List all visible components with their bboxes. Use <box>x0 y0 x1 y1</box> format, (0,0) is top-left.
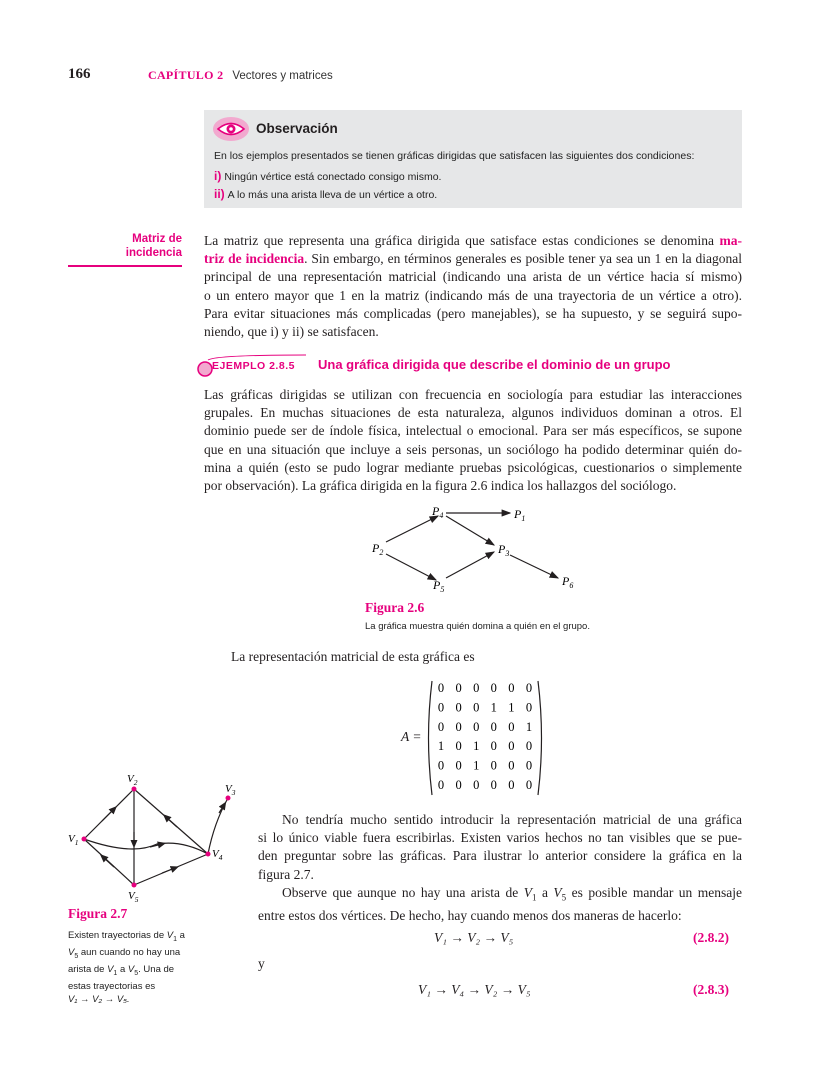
figure-2-6-title: Figura 2.6 <box>365 600 425 615</box>
matrix-cell: 0 <box>455 758 462 773</box>
conjunction: y <box>258 956 265 971</box>
node-v3: $V_3$ <box>225 783 236 797</box>
matrix-cell: 0 <box>437 681 445 695</box>
matrix-cell: 0 <box>490 681 497 695</box>
matrix-cell: 0 <box>508 681 515 695</box>
node-p3: $P_3$ <box>498 542 510 558</box>
node-v1: $V_1$ <box>68 833 79 847</box>
matrix-cell: 0 <box>490 758 497 773</box>
observation-title: Observación <box>256 121 338 136</box>
matrix-cell: 0 <box>508 778 515 792</box>
matrix-cell: 1 <box>473 758 480 773</box>
observation-item-1: i) Ningún vértice está conectado consigo mismo. <box>214 169 442 183</box>
matrix-cell: 0 <box>508 739 515 754</box>
paragraph-paths: No tendría mucho sentido introducir la representación matricial de una gráfica si lo único viable fuera escribirlas. Existen varios hechos no tan visibles que se pue- den preguntar sobre las gráficas. Para ilustrar lo anterior considere la gráfica en la figura 2.7. Observe que aunque no hay una arista de $V_1$ a $V_5$ es posible mandar un mensaje entre estos dos vértices. De hecho, hay cuando menos dos maneras de hacerlo: <box>258 812 742 923</box>
matrix-cell: 1 <box>437 739 445 754</box>
matrix-cell: 0 <box>473 719 480 734</box>
matrix-cell: 0 <box>525 758 533 773</box>
matrix-cell: 0 <box>437 778 445 792</box>
paragraph-incidence: La matriz que representa una gráfica dirigida que satisface estas condiciones se denomina ma- triz de incidencia. Sin embargo, en términos generales es posible tener ya sea un 1 en la diagonal principal de una representación matricial (indicando una arista de un vértice hacia sí mismo) o un entero mayor que 1 en la matriz (indicando más de una trayectoria de un vértice a otro). Para evitar situaciones más complicadas (pero manejables), se ha supuesto, y se seguirá supo- niendo, que i) y ii) se satisfacen. <box>204 233 742 340</box>
figure-2-7-title: Figura 2.7 <box>68 906 128 921</box>
edge-v4-v3 <box>208 798 228 854</box>
edge-p4-p3 <box>446 516 494 545</box>
edge-p2-p5 <box>386 554 436 580</box>
matrix-cell: 0 <box>437 700 445 715</box>
equation-2-8-3: V₁ → V₄ → V₂ → V₅ <box>418 982 531 997</box>
matrix-cell: 1 <box>473 739 480 754</box>
matrix-cell: 0 <box>525 700 533 715</box>
margin-rule <box>68 265 182 267</box>
chapter-label: CAPÍTULO 2 <box>148 68 224 82</box>
equation-number-2-8-3: (2.8.3) <box>693 982 729 997</box>
matrix-cell: 0 <box>490 739 497 754</box>
paragraph-example: Las gráficas dirigidas se utilizan con frecuencia en sociología para estudiar las interacciones grupales. En muchas situaciones de esta naturaleza, algunos individuos dominan a otros. El dominio puede ser de índole física, intelectual o emocional. Para ser más específicos, se supone que en una situación que incluye a seis personas, un sociólogo ha podido determinar quién do- mina a quién (esto se pudo lograr mediante pruebas psicológicas, cuestionarios o simplemente por observación). La gráfica dirigida en la figura 2.6 indica los hallazgos del sociólogo. <box>204 387 742 494</box>
matrix-intro: La representación matricial de esta gráfica es <box>231 649 475 664</box>
matrix-cell: 0 <box>525 778 533 792</box>
matrix-cell: 0 <box>455 719 462 734</box>
node-p1: $P_1$ <box>514 507 526 523</box>
edge-v1-v4 <box>84 839 208 854</box>
node-p6: $P_6$ <box>562 574 574 590</box>
matrix-cell: 0 <box>525 739 533 754</box>
running-header <box>148 68 333 83</box>
matrix-cell: 0 <box>455 778 462 792</box>
matrix-cell: 0 <box>437 758 445 773</box>
node-p5: $P_5$ <box>433 578 445 594</box>
figure-2-6-caption: La gráfica muestra quién domina a quién en el grupo. <box>365 621 590 632</box>
matrix-label: A = <box>401 729 422 744</box>
matrix-cell: 0 <box>473 700 480 715</box>
edge-p2-p4 <box>386 516 438 542</box>
section-title: Vectores y matrices <box>232 70 333 82</box>
node-p4: $P_4$ <box>432 504 444 520</box>
figure-2-6-graph <box>360 500 590 600</box>
observation-intro: En los ejemplos presentados se tienen gráficas dirigidas que satisfacen las siguientes dos condiciones: <box>214 150 695 162</box>
example-title: Una gráfica dirigida que describe el dominio de un grupo <box>318 357 671 372</box>
matrix-cell: 1 <box>525 719 533 734</box>
matrix-cell: 0 <box>455 700 462 715</box>
node-v5: $V_5$ <box>128 890 139 902</box>
node-v2: $V_2$ <box>127 773 138 787</box>
matrix-cell: 0 <box>473 681 480 695</box>
equation-2-8-2: V₁ → V₂ → V₅ <box>434 930 514 945</box>
figure-2-7-graph <box>62 768 242 902</box>
eye-icon <box>210 114 252 144</box>
node-p2: $P_2$ <box>372 541 384 557</box>
observation-item-2: ii) A lo más una arista lleva de un vértice a otro. <box>214 187 438 201</box>
matrix-cell: 0 <box>473 778 480 792</box>
matrix-cell: 0 <box>508 719 515 734</box>
matrix-cell: 0 <box>490 719 497 734</box>
margin-note: Matriz de incidencia <box>125 233 182 259</box>
matrix-cell: 0 <box>525 681 533 695</box>
equation-number-2-8-2: (2.8.2) <box>693 930 729 945</box>
matrix-cell: 0 <box>490 778 497 792</box>
edge-p3-p6 <box>510 555 558 578</box>
page-number: 166 <box>68 66 91 82</box>
matrix-A <box>424 678 546 798</box>
matrix-cell: 0 <box>437 719 445 734</box>
node-v4: $V_4$ <box>212 848 223 862</box>
matrix-cell: 0 <box>455 681 462 695</box>
figure-2-7-caption: Existen trayectorias de $V_1$ a $V_5$ aun cuando no hay una arista de $V_1$ a $V_5$. Una de estas trayectorias es V₁ → V₂ → V₅. <box>68 930 185 1005</box>
matrix-cell: 0 <box>508 758 515 773</box>
example-label: EJEMPLO 2.8.5 <box>212 360 295 372</box>
edge-p5-p3 <box>446 552 494 578</box>
matrix-cell: 1 <box>508 700 515 715</box>
matrix-cell: 1 <box>490 700 497 715</box>
matrix-cell: 0 <box>455 739 462 754</box>
